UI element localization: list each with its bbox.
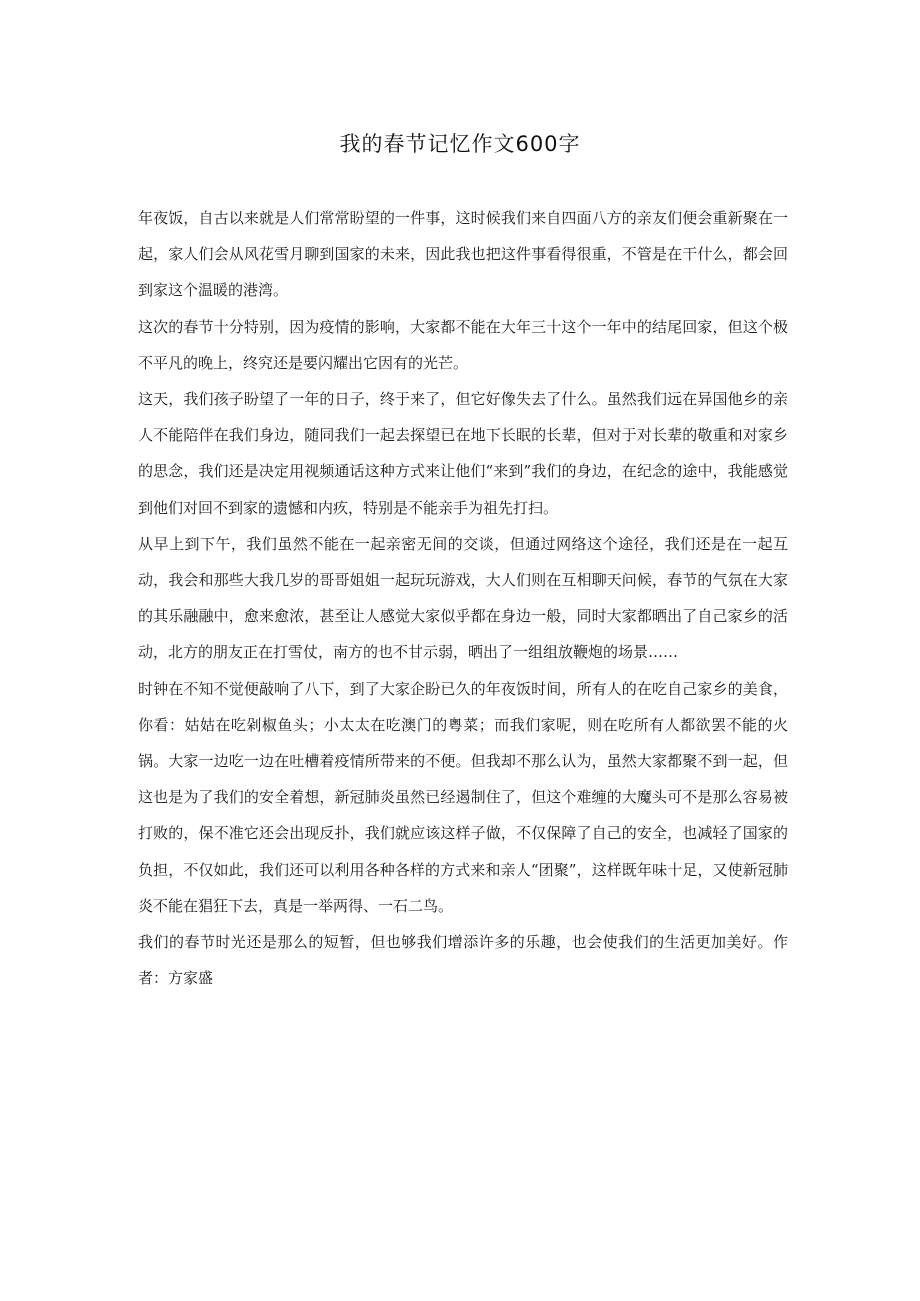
document-body xyxy=(138,200,788,996)
paragraph-4: 从早上到下午，我们虽然不能在一起亲密无间的交谈，但通过网络这个途径，我们还是在一起互动，我会和那些大我几岁的哥哥姐姐一起玩玩游戏，大人们则在互相聊天问候，春节的气氛在大家的其乐融融中，愈来愈浓，甚至让人感觉大家似乎都在身边一般，同时大家都晒出了自己家乡的活动，北方的朋友正在打雪仗，南方的也不甘示弱，晒出了一组组放鞭炮的场景…… xyxy=(138,534,788,662)
paragraph-6: 我们的春节时光还是那么的短暂，但也够我们增添许多的乐趣，也会使我们的生活更加美好。作者：方家盛 xyxy=(138,933,788,988)
paragraph-1: 年夜饭，自古以来就是人们常常盼望的一件事，这时候我们来自四面八方的亲友们便会重新聚在一起，家人们会从风花雪月聊到国家的未来，因此我也把这件事看得很重，不管是在干什么，都会回到家这个温暖的港湾。 xyxy=(138,209,788,300)
paragraph-5: 时钟在不知不觉便敲响了八下，到了大家企盼已久的年夜饭时间，所有人的在吃自己家乡的美食，你看：姑姑在吃剁椒鱼头；小太太在吃澳门的粤菜；而我们家呢，则在吃所有人都欲罢不能的火锅。大家一边吃一边在吐槽着疫情所带来的不便。但我却不那么认为，虽然大家都聚不到一起，但这也是为了我们的安全着想，新冠肺炎虽然已经遏制住了，但这个难缠的大魔头可不是那么容易被打败的，保不准它还会出现反扑，我们就应该这样子做，不仅保障了自己的安全，也减轻了国家的负担，不仅如此，我们还可以利用各种各样的方式来和亲人“团聚”，这样既年味十足，又使新冠肺炎不能在猖狂下去，真是一举两得、一石二鸟。 xyxy=(138,679,788,915)
paragraph-3: 这天，我们孩子盼望了一年的日子，终于来了，但它好像失去了什么。虽然我们远在异国他乡的亲人不能陪伴在我们身边，随同我们一起去探望已在地下长眠的长辈，但对于对长辈的敬重和对家乡的思念，我们还是决定用视频通话这种方式来让他们“来到”我们的身边，在纪念的途中，我能感觉到他们对回不到家的遗憾和内疚，特别是不能亲手为祖先打扫。 xyxy=(138,390,788,517)
document-title: 我的春节记忆作文600字 xyxy=(339,132,581,156)
paragraph-2: 这次的春节十分特别，因为疫情的影响，大家都不能在大年三十这个一年中的结尾回家，但这个极不平凡的晚上，终究还是要闪耀出它因有的光芒。 xyxy=(138,317,788,372)
